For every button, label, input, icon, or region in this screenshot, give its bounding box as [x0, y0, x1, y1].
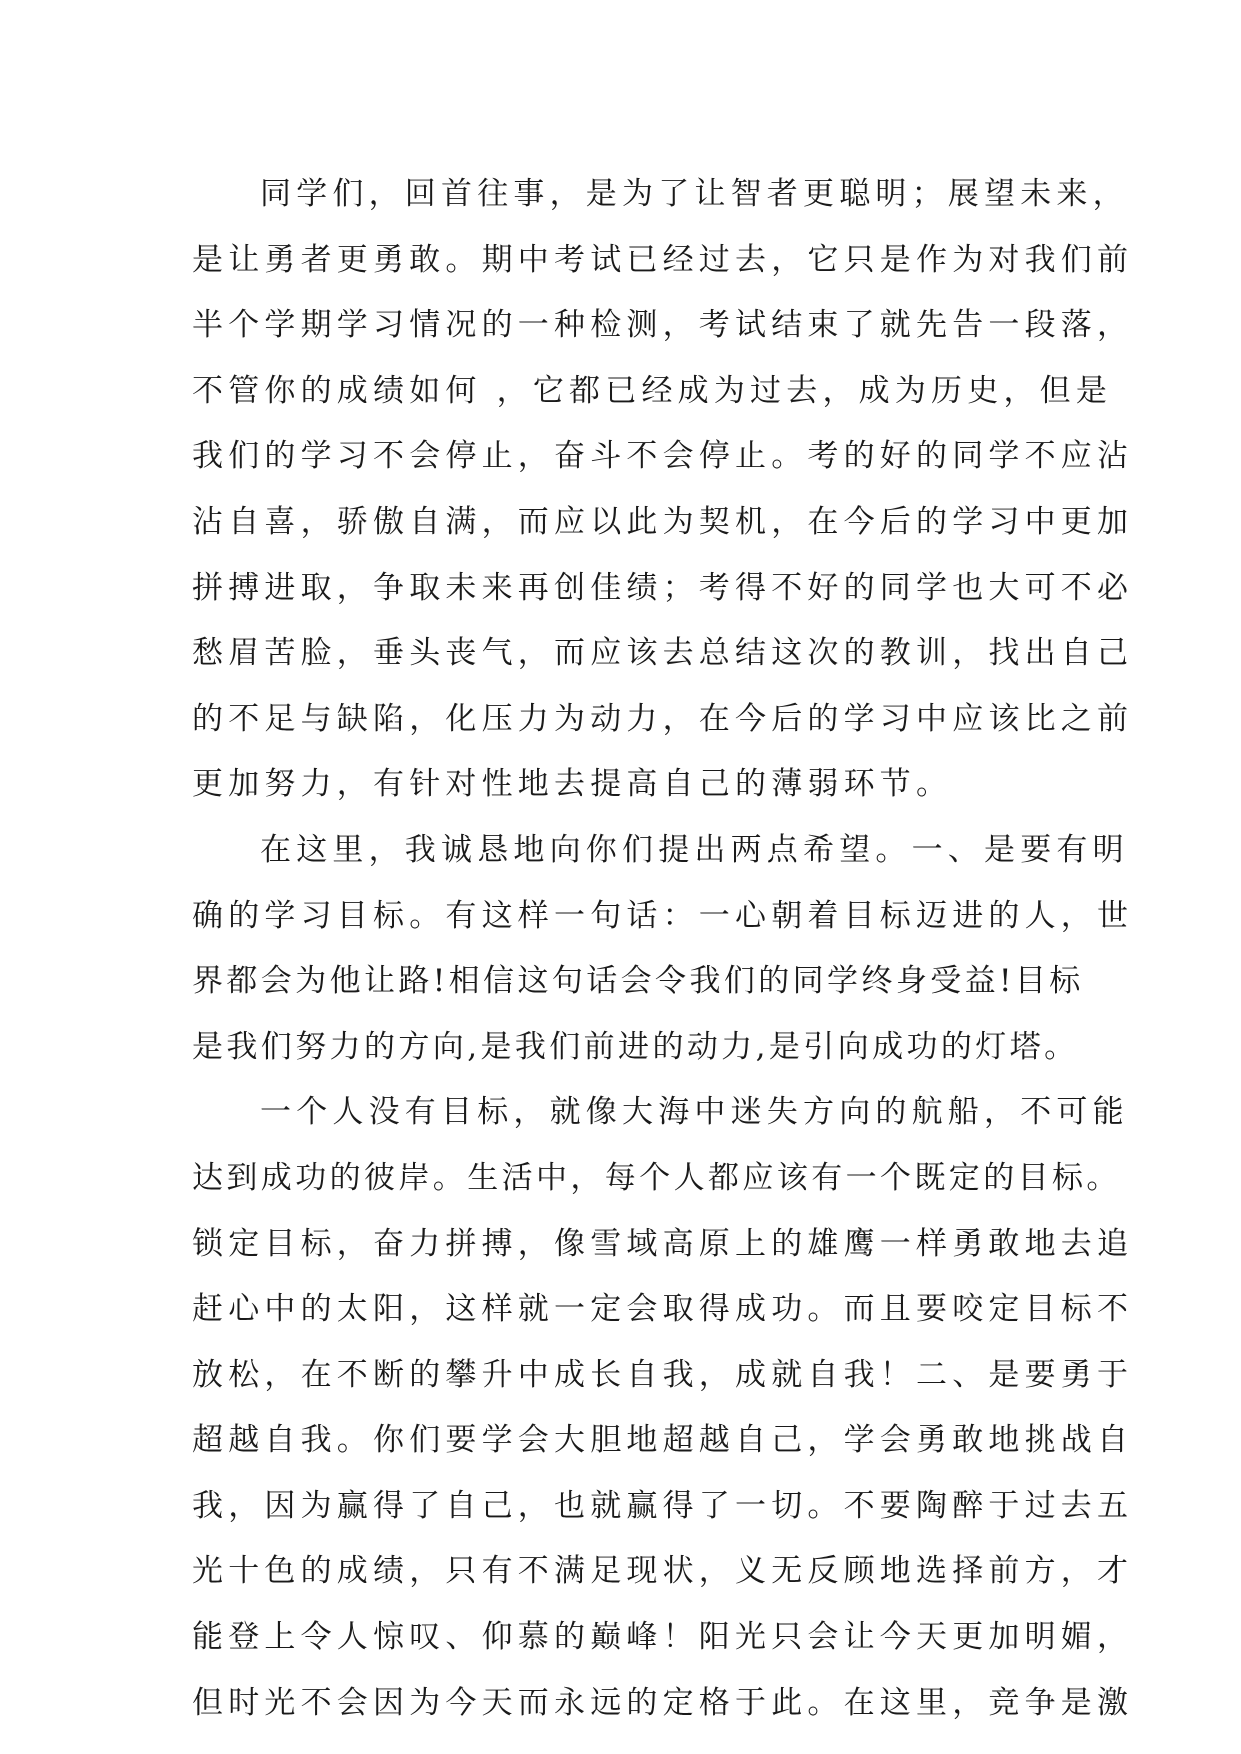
- text-line: 愁眉苦脸，垂头丧气，而应该去总结这次的教训，找出自己: [192, 635, 1134, 672]
- text-line: 同学们，回首往事，是为了让智者更聪明；展望未来，: [260, 176, 1129, 212]
- text-line: 拼搏进取，争取未来再创佳绩；考得不好的同学也大可不必: [192, 569, 1134, 606]
- text-line: 是让勇者更勇敢。期中考试已经过去，它只是作为对我们前: [192, 241, 1134, 278]
- text-line: 的不足与缺陷，化压力为动力，在今后的学习中应该比之前: [192, 700, 1134, 737]
- text-line: 一个人没有目标，就像大海中迷失方向的航船，不可能: [260, 1094, 1129, 1131]
- text-line: 不管你的成绩如何 ，它都已经成为过去，成为历史，但是: [192, 372, 1113, 409]
- text-line: 我，因为赢得了自己，也就赢得了一切。不要陶醉于过去五: [192, 1487, 1134, 1524]
- text-line: 界都会为他让路!相信这句话会令我们的同学终身受益!目标: [192, 963, 1084, 1000]
- text-line: 沾自喜，骄傲自满，而应以此为契机，在今后的学习中更加: [192, 503, 1134, 540]
- text-line: 但时光不会因为今天而永远的定格于此。在这里，竞争是激: [192, 1684, 1134, 1721]
- text-line: 在这里，我诚恳地向你们提出两点希望。一、是要有明: [260, 831, 1129, 868]
- text-line: 达到成功的彼岸。生活中，每个人都应该有一个既定的目标。: [192, 1159, 1121, 1196]
- text-line: 确的学习目标。有这样一句话：一心朝着目标迈进的人，世: [192, 897, 1134, 934]
- text-line: 半个学期学习情况的一种检测，考试结束了就先告一段落，: [192, 307, 1134, 344]
- text-line: 放松，在不断的攀升中成长自我，成就自我！二、是要勇于: [192, 1356, 1134, 1393]
- text-line: 我们的学习不会停止，奋斗不会停止。考的好的同学不应沾: [192, 438, 1134, 475]
- text-line: 赶心中的太阳，这样就一定会取得成功。而且要咬定目标不: [192, 1291, 1134, 1328]
- text-line: 超越自我。你们要学会大胆地超越自己，学会勇敢地挑战自: [192, 1422, 1134, 1459]
- speech-body: [192, 162, 1134, 1736]
- text-line: 更加努力，有针对性地去提高自己的薄弱环节。: [192, 766, 953, 803]
- text-line: 锁定目标，奋力拼搏，像雪域高原上的雄鹰一样勇敢地去追: [192, 1225, 1134, 1262]
- text-line: 能登上令人惊叹、仰慕的巅峰！阳光只会让今天更加明媚，: [192, 1619, 1134, 1656]
- text-line: 光十色的成绩，只有不满足现状，义无反顾地选择前方，才: [192, 1553, 1134, 1590]
- text-line: 是我们努力的方向,是我们前进的动力,是引向成功的灯塔。: [192, 1028, 1079, 1065]
